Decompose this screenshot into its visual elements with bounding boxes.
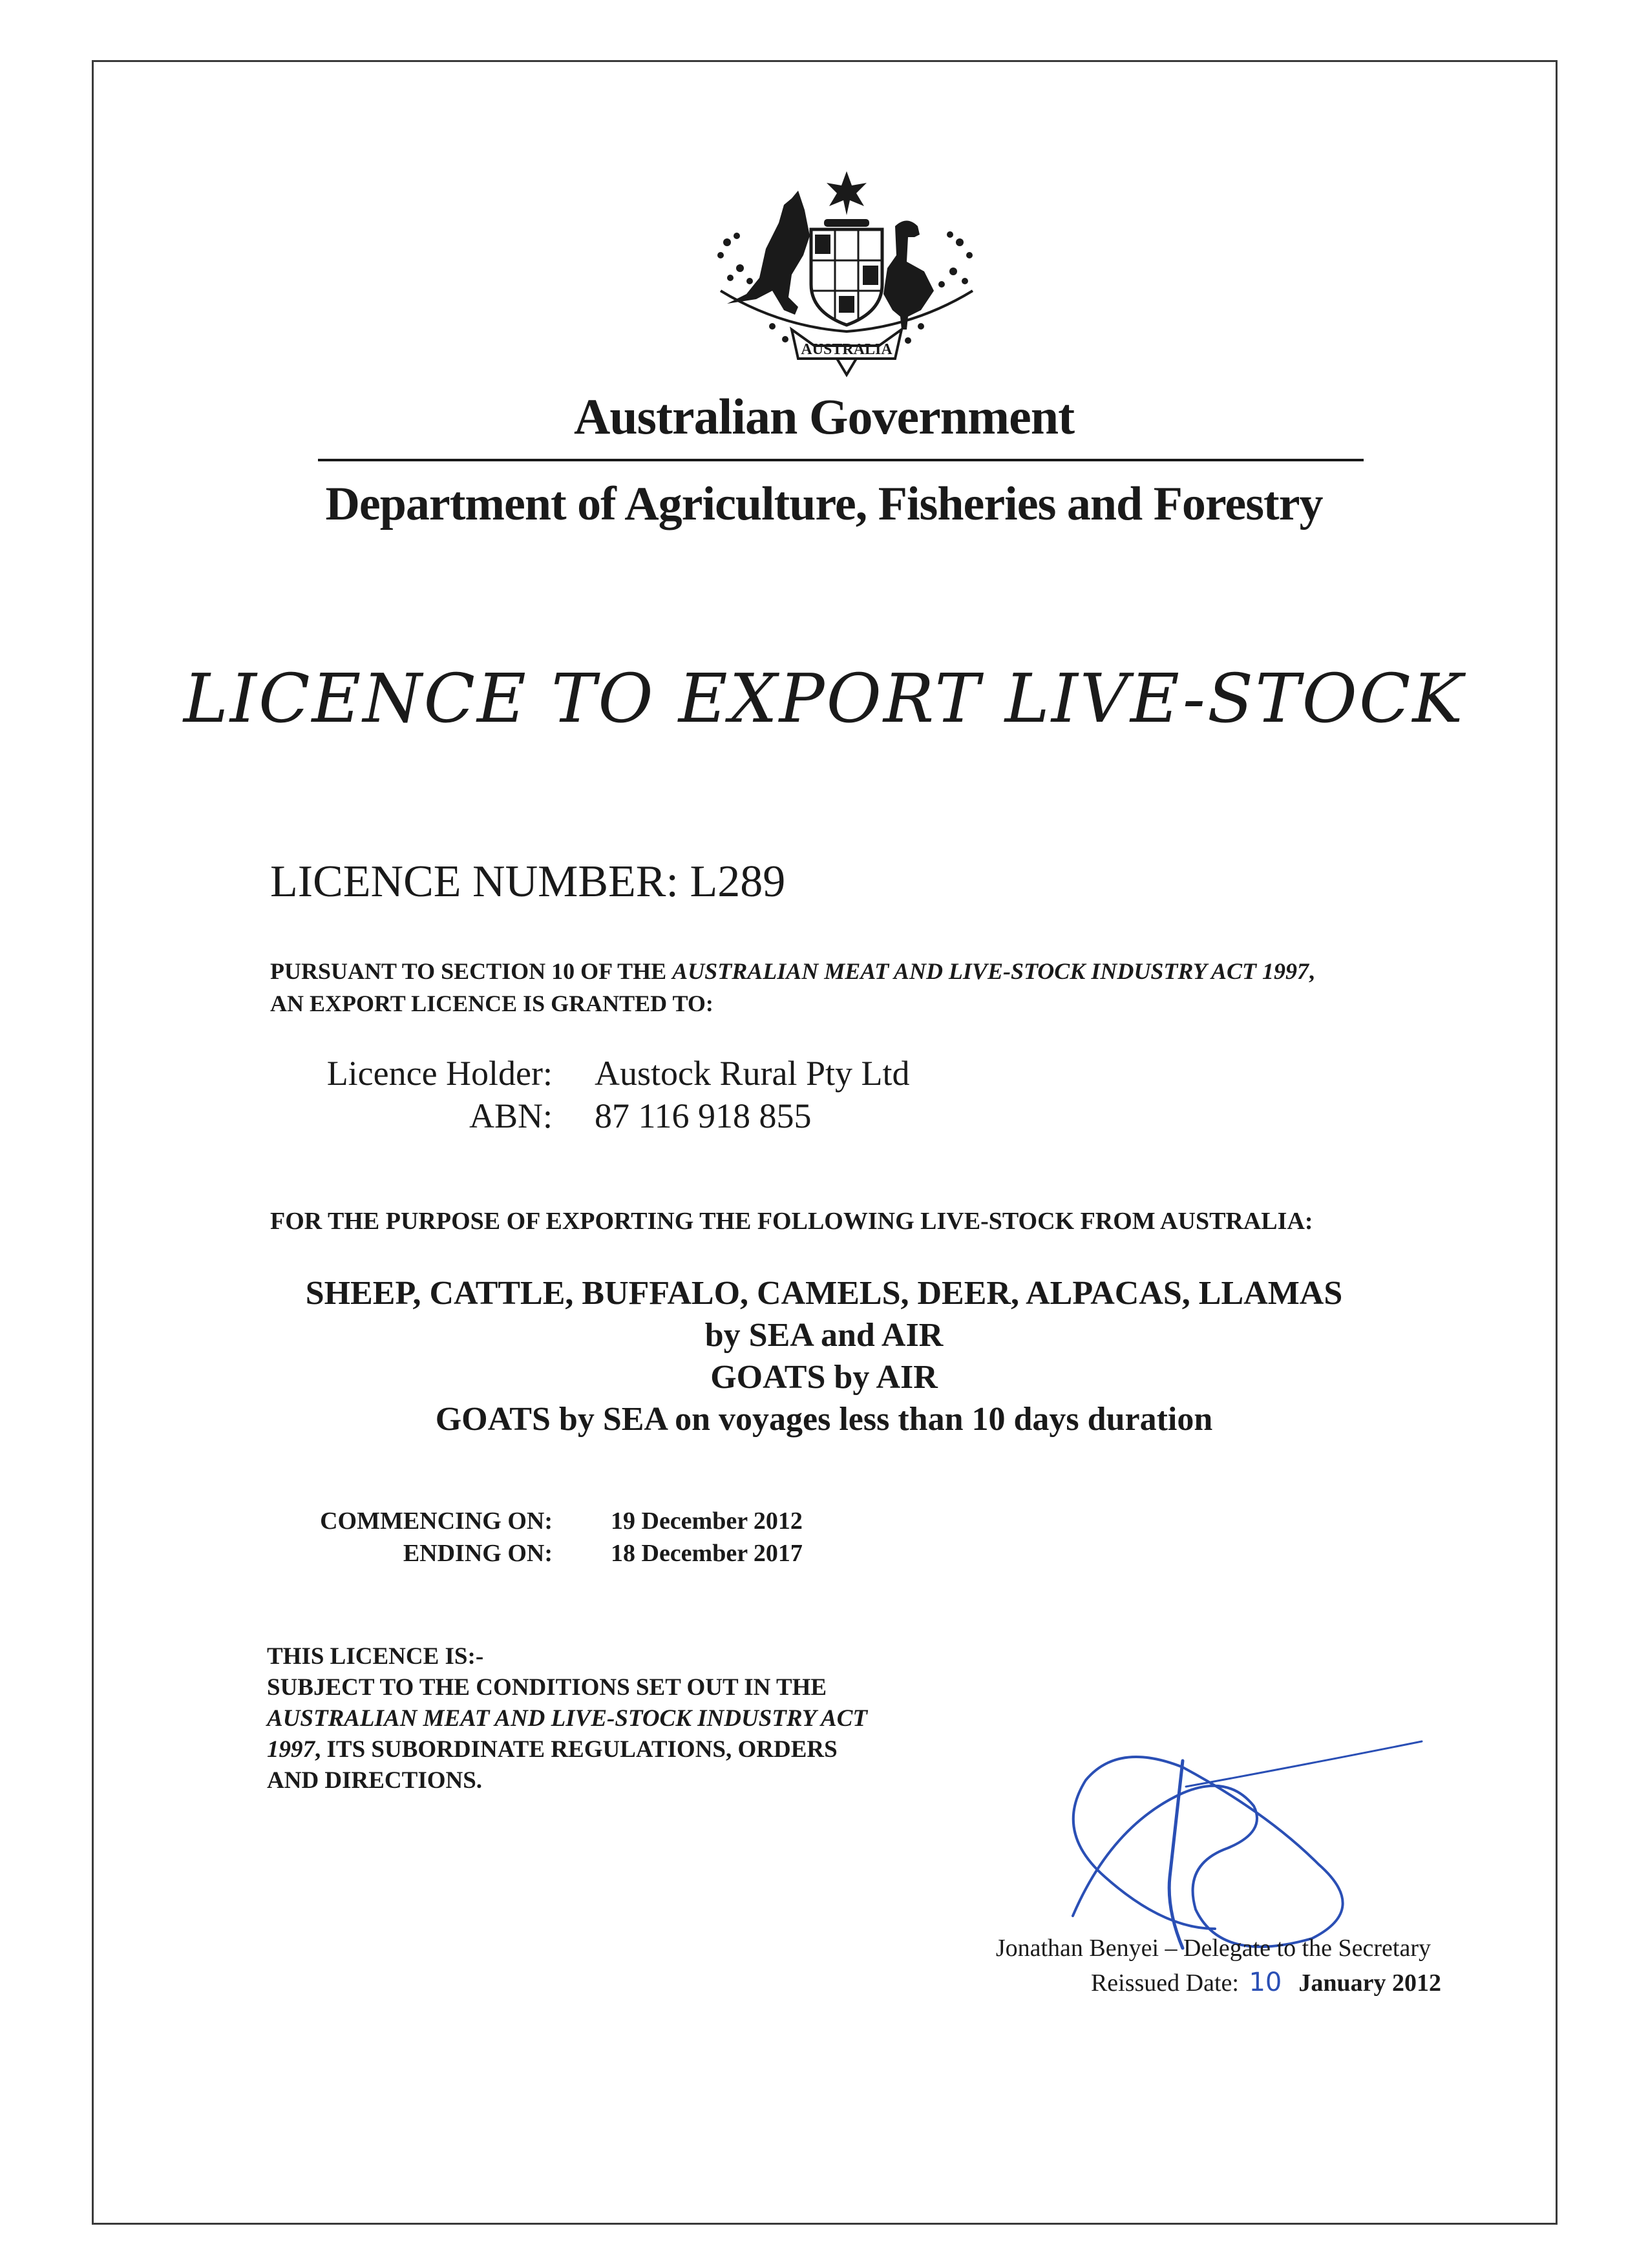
abn-value: 87 116 918 855 bbox=[595, 1097, 812, 1135]
licence-conditions bbox=[267, 1641, 867, 1796]
livestock-line: SHEEP, CATTLE, BUFFALO, CAMELS, DEER, ALPACAS, LLAMAS bbox=[305, 1275, 1343, 1312]
reissued-date bbox=[776, 1968, 1441, 1997]
conditions-act: AUSTRALIAN MEAT AND LIVE-STOCK INDUSTRY ACT bbox=[267, 1705, 867, 1732]
document-title: LICENCE TO EXPORT LIVE-STOCK bbox=[183, 659, 1465, 738]
conditions-act-year: 1997 bbox=[267, 1736, 315, 1763]
reissued-label: Reissued Date: bbox=[1090, 1969, 1239, 1997]
livestock-line: GOATS by AIR bbox=[710, 1359, 938, 1396]
reissued-day: 10 bbox=[1249, 1968, 1282, 1997]
signatory-name: Jonathan Benyei – Delegate to the Secretary bbox=[995, 1935, 1431, 1962]
header-divider bbox=[318, 459, 1364, 461]
commencing-label: COMMENCING ON: bbox=[320, 1507, 553, 1535]
licence-holder-label: Licence Holder: bbox=[326, 1054, 553, 1093]
licence-number: LICENCE NUMBER: L289 bbox=[270, 857, 786, 907]
reissued-month-year: January 2012 bbox=[1298, 1969, 1441, 1997]
conditions-line1: THIS LICENCE IS:- bbox=[267, 1643, 484, 1670]
livestock-line: by SEA and AIR bbox=[704, 1317, 944, 1354]
pursuant-line2: AN EXPORT LICENCE IS GRANTED TO: bbox=[270, 991, 713, 1016]
conditions-line4: , ITS SUBORDINATE REGULATIONS, ORDERS bbox=[315, 1736, 838, 1763]
ending-label: ENDING ON: bbox=[403, 1540, 553, 1567]
licence-holder-value: Austock Rural Pty Ltd bbox=[595, 1054, 910, 1093]
ending-value: 18 December 2017 bbox=[611, 1540, 803, 1567]
pursuant-statement bbox=[270, 955, 1315, 1020]
act-name: AUSTRALIAN MEAT AND LIVE-STOCK INDUSTRY ACT 1997 bbox=[672, 958, 1309, 984]
pursuant-suffix: , bbox=[1309, 958, 1315, 984]
purpose-statement: FOR THE PURPOSE OF EXPORTING THE FOLLOWING LIVE-STOCK FROM AUSTRALIA: bbox=[270, 1208, 1313, 1235]
commencing-value: 19 December 2012 bbox=[611, 1507, 803, 1535]
government-heading: Australian Government bbox=[573, 388, 1075, 445]
abn-label: ABN: bbox=[469, 1097, 553, 1135]
department-heading: Department of Agriculture, Fisheries and Forestry bbox=[325, 478, 1323, 530]
pursuant-prefix: PURSUANT TO SECTION 10 OF THE bbox=[270, 958, 673, 984]
livestock-line: GOATS by SEA on voyages less than 10 days duration bbox=[435, 1401, 1213, 1438]
conditions-line5: AND DIRECTIONS. bbox=[267, 1767, 483, 1794]
conditions-line2: SUBJECT TO THE CONDITIONS SET OUT IN THE bbox=[267, 1674, 827, 1701]
crest-motto: AUSTRALIA bbox=[801, 341, 893, 358]
coat-of-arms-icon bbox=[701, 165, 992, 381]
